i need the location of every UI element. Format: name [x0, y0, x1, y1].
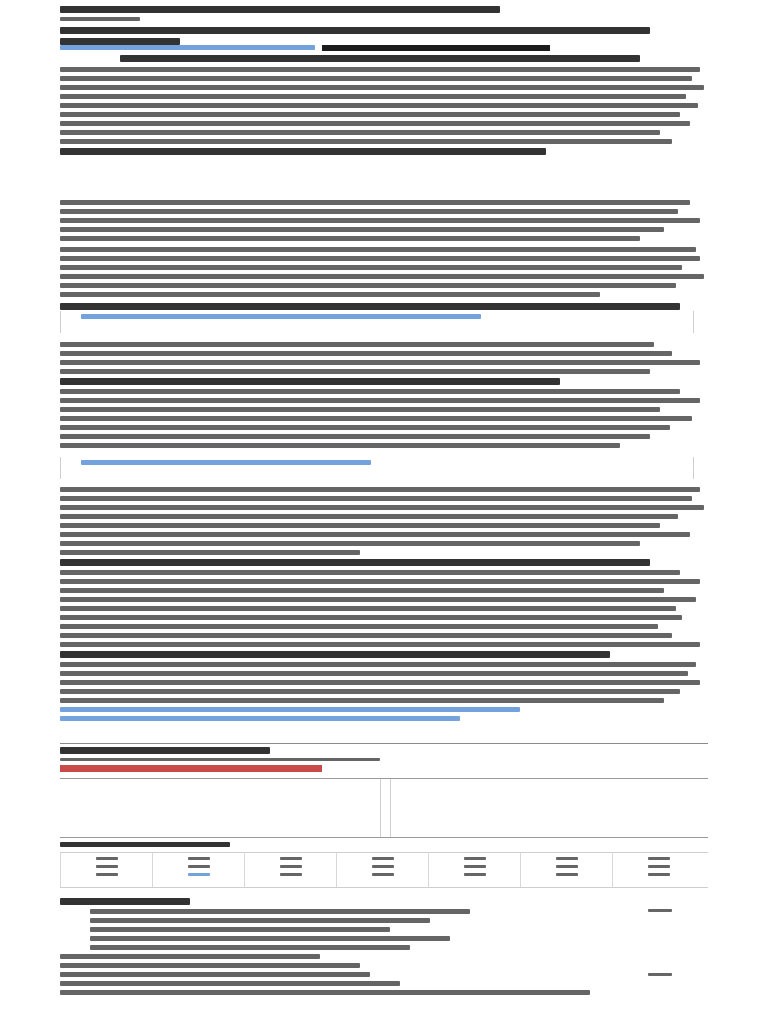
- comment-note: [60, 758, 380, 761]
- footer-link-1[interactable]: [60, 707, 520, 712]
- calendar-day[interactable]: [244, 853, 337, 887]
- calendar-day[interactable]: [520, 853, 613, 887]
- list-item[interactable]: [60, 954, 320, 959]
- article-headline: [60, 27, 650, 34]
- calendar-heading: [60, 842, 230, 847]
- comment-submit-button[interactable]: [60, 765, 322, 772]
- list-item[interactable]: [90, 909, 470, 914]
- calendar-day[interactable]: [60, 853, 153, 887]
- subheading-3: [60, 559, 650, 566]
- comment-widget: [60, 778, 708, 838]
- calendar: [60, 852, 708, 888]
- related-link-2[interactable]: [81, 460, 371, 465]
- body-paragraph-1: [60, 200, 708, 314]
- page-title: [60, 6, 500, 13]
- comment-form: [60, 747, 708, 765]
- calendar-day[interactable]: [428, 853, 521, 887]
- section-heading: [120, 55, 640, 62]
- comment-heading: [60, 747, 270, 754]
- body-paragraph-2: [60, 342, 708, 452]
- related-link-box-2[interactable]: [60, 457, 694, 479]
- list-item[interactable]: [90, 918, 430, 923]
- list-item[interactable]: [90, 927, 390, 932]
- subheading-4: [60, 651, 610, 658]
- site-title-block: [60, 6, 708, 49]
- subheading-1: [60, 303, 680, 310]
- list-item[interactable]: [60, 972, 370, 977]
- list-count: [648, 973, 672, 976]
- list-item[interactable]: [90, 945, 410, 950]
- question-heading: [60, 148, 546, 155]
- intro-paragraph: [60, 67, 708, 159]
- body-paragraph-3: [60, 487, 708, 725]
- calendar-day[interactable]: [336, 853, 429, 887]
- calendar-day[interactable]: [612, 853, 705, 887]
- calendar-day[interactable]: [152, 853, 245, 887]
- footer-link-2[interactable]: [60, 716, 460, 721]
- list-item[interactable]: [60, 990, 590, 995]
- breadcrumb-link[interactable]: [60, 45, 315, 50]
- list-item[interactable]: [60, 981, 400, 986]
- page-subtitle: [60, 17, 140, 21]
- list-count: [648, 909, 672, 912]
- related-link-1[interactable]: [81, 314, 481, 319]
- sidebar-section-label: [60, 898, 190, 905]
- list-item[interactable]: [90, 936, 450, 941]
- section-banner: [322, 45, 550, 51]
- sidebar-list: [60, 898, 708, 999]
- related-link-box-1[interactable]: [60, 311, 694, 333]
- subheading-2: [60, 378, 560, 385]
- list-item[interactable]: [60, 963, 360, 968]
